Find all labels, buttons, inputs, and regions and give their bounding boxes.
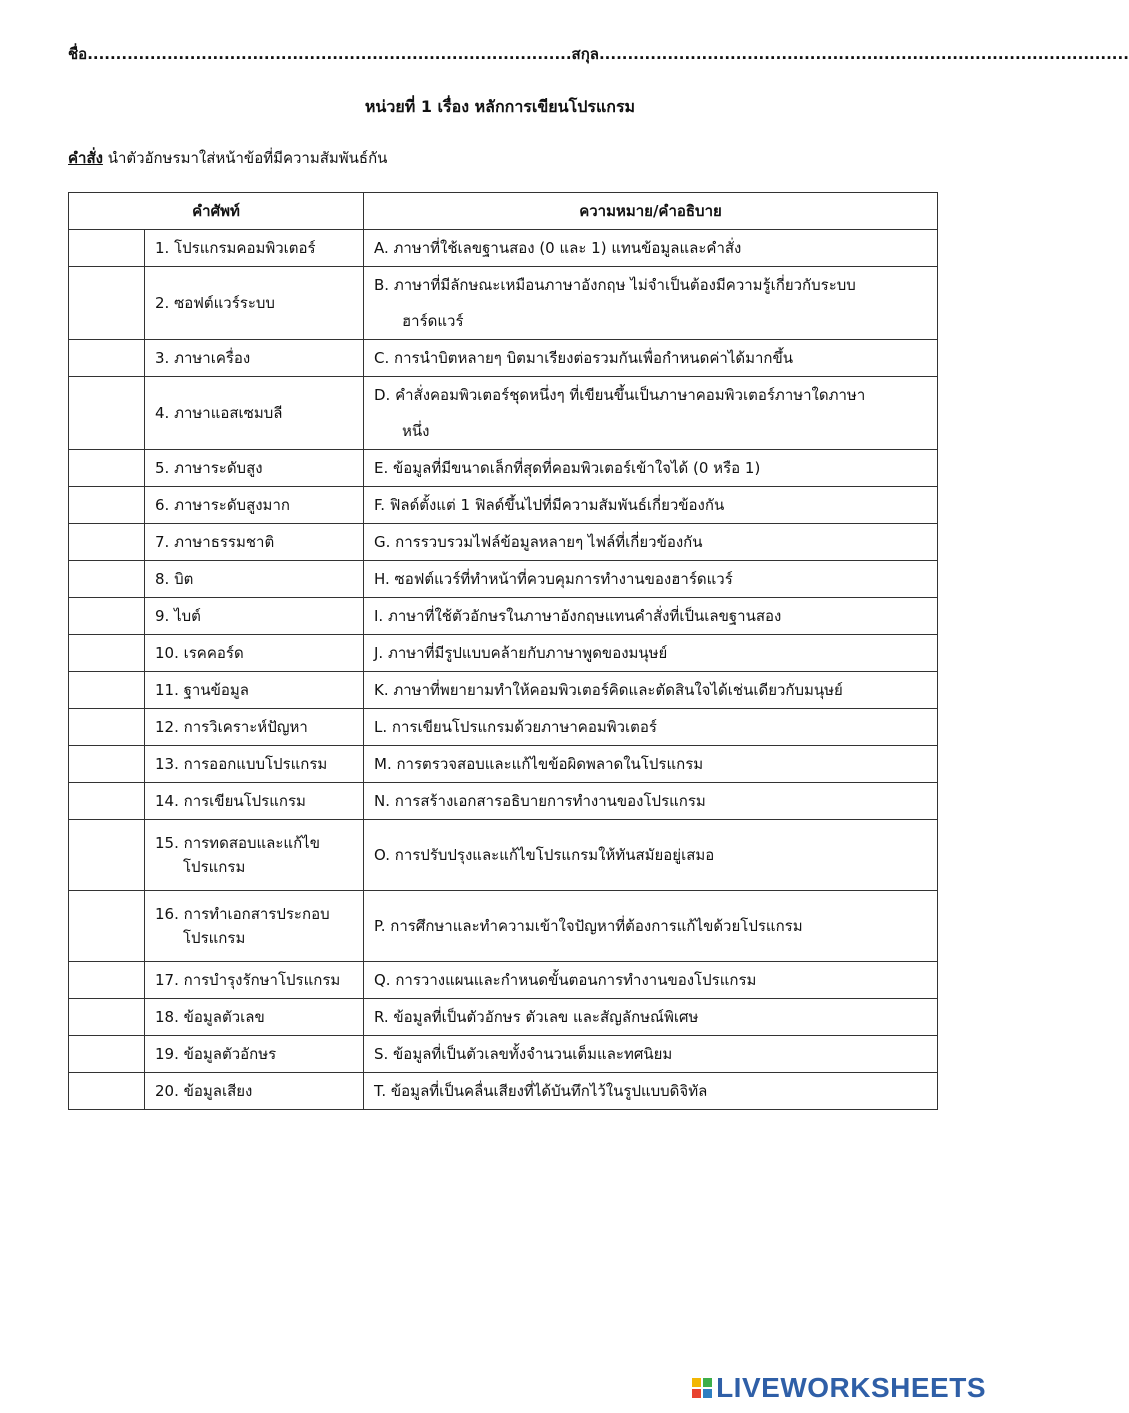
meaning-text: J. ภาษาที่มีรูปแบบคล้ายกับภาษาพูดของมนุษย์ xyxy=(374,644,668,662)
answer-cell[interactable] xyxy=(69,598,145,635)
table-row xyxy=(69,672,938,709)
term-cell xyxy=(145,598,364,635)
meaning-cell xyxy=(364,598,938,635)
term-cell xyxy=(145,524,364,561)
term-cell xyxy=(145,962,364,999)
answer-cell[interactable] xyxy=(69,820,145,891)
meaning-text: O. การปรับปรุงและแก้ไขโปรแกรมให้ทันสมัยอยู่เสมอ xyxy=(374,846,715,864)
answer-cell[interactable] xyxy=(69,340,145,377)
answer-cell[interactable] xyxy=(69,524,145,561)
meaning-text: M. การตรวจสอบและแก้ไขข้อผิดพลาดในโปรแกรม xyxy=(374,755,704,773)
name-surname-line: ชื่อ.....................................................................................สกุล............................................................................................. xyxy=(68,45,1129,63)
term-cell xyxy=(145,377,364,450)
term-cell xyxy=(145,746,364,783)
meaning-cell xyxy=(364,999,938,1036)
answer-cell[interactable] xyxy=(69,672,145,709)
table-row xyxy=(69,1036,938,1073)
meaning-cell xyxy=(364,524,938,561)
answer-cell[interactable] xyxy=(69,783,145,820)
term-text: 3. ภาษาเครื่อง xyxy=(155,349,251,367)
meaning-text: K. ภาษาที่พยายามทำให้คอมพิวเตอร์คิดและตัดสินใจได้เช่นเดียวกับมนุษย์ xyxy=(374,681,843,699)
term-text: 17. การบำรุงรักษาโปรแกรม xyxy=(155,971,341,989)
meaning-text: G. การรวบรวมไฟล์ข้อมูลหลายๆ ไฟล์ที่เกี่ยวข้องกัน xyxy=(374,533,703,551)
term-cell xyxy=(145,820,364,891)
term-cell xyxy=(145,709,364,746)
table-row xyxy=(69,340,938,377)
meaning-text: C. การนำบิตหลายๆ บิตมาเรียงต่อรวมกันเพื่อกำหนดค่าได้มากขึ้น xyxy=(374,349,794,367)
answer-cell[interactable] xyxy=(69,377,145,450)
term-text: 10. เรคคอร์ด xyxy=(155,644,244,662)
term-cell xyxy=(145,1073,364,1110)
table-row xyxy=(69,561,938,598)
answer-cell[interactable] xyxy=(69,999,145,1036)
table-row xyxy=(69,709,938,746)
answer-cell[interactable] xyxy=(69,450,145,487)
table-row xyxy=(69,267,938,340)
term-text: 5. ภาษาระดับสูง xyxy=(155,459,263,477)
term-cell xyxy=(145,450,364,487)
meaning-text-continued: ฮาร์ดแวร์ xyxy=(402,312,464,330)
term-cell xyxy=(145,672,364,709)
meaning-text: F. ฟิลด์ตั้งแต่ 1 ฟิลด์ขึ้นไปที่มีความสัมพันธ์เกี่ยวข้องกัน xyxy=(374,496,725,514)
meaning-cell xyxy=(364,962,938,999)
meaning-cell xyxy=(364,487,938,524)
answer-cell[interactable] xyxy=(69,230,145,267)
table-row xyxy=(69,524,938,561)
table-row xyxy=(69,962,938,999)
table-row xyxy=(69,230,938,267)
table-row xyxy=(69,450,938,487)
term-cell xyxy=(145,999,364,1036)
meaning-text: S. ข้อมูลที่เป็นตัวเลขทั้งจำนวนเต็มและทศนิยม xyxy=(374,1045,673,1063)
answer-cell[interactable] xyxy=(69,267,145,340)
meaning-cell xyxy=(364,230,938,267)
term-text: 6. ภาษาระดับสูงมาก xyxy=(155,496,290,514)
column-header-meaning: ความหมาย/คำอธิบาย xyxy=(364,193,938,230)
term-text-continued: โปรแกรม xyxy=(183,929,246,947)
table-row xyxy=(69,783,938,820)
logo-squares-icon xyxy=(692,1378,712,1398)
matching-table xyxy=(68,192,938,1110)
term-cell xyxy=(145,891,364,962)
answer-cell[interactable] xyxy=(69,746,145,783)
meaning-cell xyxy=(364,267,938,340)
term-text: 12. การวิเคราะห์ปัญหา xyxy=(155,718,308,736)
meaning-cell xyxy=(364,709,938,746)
term-text: 18. ข้อมูลตัวเลข xyxy=(155,1008,265,1026)
meaning-cell xyxy=(364,377,938,450)
meaning-cell xyxy=(364,891,938,962)
liveworksheets-logo xyxy=(692,1372,986,1404)
term-cell xyxy=(145,340,364,377)
term-text: 15. การทดสอบและแก้ไข xyxy=(155,834,320,852)
instruction-label: คำสั่ง xyxy=(68,149,103,167)
meaning-text: P. การศึกษาและทำความเข้าใจปัญหาที่ต้องการแก้ไขด้วยโปรแกรม xyxy=(374,917,803,935)
term-text: 20. ข้อมูลเสียง xyxy=(155,1082,253,1100)
term-cell xyxy=(145,487,364,524)
term-cell xyxy=(145,267,364,340)
table-row xyxy=(69,746,938,783)
answer-cell[interactable] xyxy=(69,635,145,672)
term-cell xyxy=(145,635,364,672)
instruction xyxy=(68,146,387,170)
table-row xyxy=(69,487,938,524)
meaning-cell xyxy=(364,783,938,820)
logo-text: LIVEWORKSHEETS xyxy=(716,1372,986,1403)
meaning-cell xyxy=(364,635,938,672)
column-header-term: คำศัพท์ xyxy=(69,193,364,230)
meaning-text: I. ภาษาที่ใช้ตัวอักษรในภาษาอังกฤษแทนคำสั่งที่เป็นเลขฐานสอง xyxy=(374,607,782,625)
meaning-cell xyxy=(364,1036,938,1073)
answer-cell[interactable] xyxy=(69,962,145,999)
term-cell xyxy=(145,783,364,820)
term-text: 13. การออกแบบโปรแกรม xyxy=(155,755,328,773)
meaning-cell xyxy=(364,820,938,891)
answer-cell[interactable] xyxy=(69,1036,145,1073)
answer-cell[interactable] xyxy=(69,487,145,524)
term-text: 9. ไบต์ xyxy=(155,607,201,625)
meaning-cell xyxy=(364,1073,938,1110)
answer-cell[interactable] xyxy=(69,1073,145,1110)
table-row xyxy=(69,635,938,672)
meaning-cell xyxy=(364,746,938,783)
term-text: 4. ภาษาแอสเซมบลี xyxy=(155,404,283,422)
term-text: 11. ฐานข้อมูล xyxy=(155,681,249,699)
meaning-cell xyxy=(364,450,938,487)
term-cell xyxy=(145,561,364,598)
answer-cell[interactable] xyxy=(69,709,145,746)
meaning-text: Q. การวางแผนและกำหนดขั้นตอนการทำงานของโปรแกรม xyxy=(374,971,757,989)
meaning-cell xyxy=(364,672,938,709)
meaning-text: E. ข้อมูลที่มีขนาดเล็กที่สุดที่คอมพิวเตอร์เข้าใจได้ (0 หรือ 1) xyxy=(374,459,761,477)
table-row xyxy=(69,1073,938,1110)
term-cell xyxy=(145,1036,364,1073)
term-text: 1. โปรแกรมคอมพิวเตอร์ xyxy=(155,239,316,257)
term-text: 2. ซอฟต์แวร์ระบบ xyxy=(155,294,275,312)
term-text: 7. ภาษาธรรมชาติ xyxy=(155,533,275,551)
term-text-continued: โปรแกรม xyxy=(183,858,246,876)
page-title: หน่วยที่ 1 เรื่อง หลักการเขียนโปรแกรม xyxy=(364,97,636,116)
meaning-cell xyxy=(364,561,938,598)
table-row xyxy=(69,999,938,1036)
meaning-text: H. ซอฟต์แวร์ที่ทำหน้าที่ควบคุมการทำงานของฮาร์ดแวร์ xyxy=(374,570,733,588)
meaning-text: D. คำสั่งคอมพิวเตอร์ชุดหนึ่งๆ ที่เขียนขึ้นเป็นภาษาคอมพิวเตอร์ภาษาใดภาษา xyxy=(374,386,866,404)
answer-cell[interactable] xyxy=(69,561,145,598)
term-text: 19. ข้อมูลตัวอักษร xyxy=(155,1045,277,1063)
answer-cell[interactable] xyxy=(69,891,145,962)
meaning-text: N. การสร้างเอกสารอธิบายการทำงานของโปรแกรม xyxy=(374,792,706,810)
meaning-text: L. การเขียนโปรแกรมด้วยภาษาคอมพิวเตอร์ xyxy=(374,718,657,736)
table-body xyxy=(69,230,938,1110)
table-row xyxy=(69,598,938,635)
meaning-text-continued: หนึ่ง xyxy=(402,422,430,440)
meaning-text: R. ข้อมูลที่เป็นตัวอักษร ตัวเลข และสัญลักษณ์พิเศษ xyxy=(374,1008,699,1026)
table-row xyxy=(69,891,938,962)
meaning-cell xyxy=(364,340,938,377)
meaning-text: A. ภาษาที่ใช้เลขฐานสอง (0 และ 1) แทนข้อมูลและคำสั่ง xyxy=(374,239,742,257)
term-cell xyxy=(145,230,364,267)
table-row xyxy=(69,377,938,450)
term-text: 14. การเขียนโปรแกรม xyxy=(155,792,306,810)
table-header-row xyxy=(69,193,938,230)
meaning-text: T. ข้อมูลที่เป็นคลื่นเสียงที่ได้บันทึกไว้ในรูปแบบดิจิทัล xyxy=(374,1082,708,1100)
term-text: 8. บิต xyxy=(155,570,194,588)
instruction-text: นำตัวอักษรมาใส่หน้าข้อที่มีความสัมพันธ์กัน xyxy=(102,149,388,167)
term-text: 16. การทำเอกสารประกอบ xyxy=(155,905,330,923)
meaning-text: B. ภาษาที่มีลักษณะเหมือนภาษาอังกฤษ ไม่จำเป็นต้องมีความรู้เกี่ยวกับระบบ xyxy=(374,276,856,294)
table-row xyxy=(69,820,938,891)
